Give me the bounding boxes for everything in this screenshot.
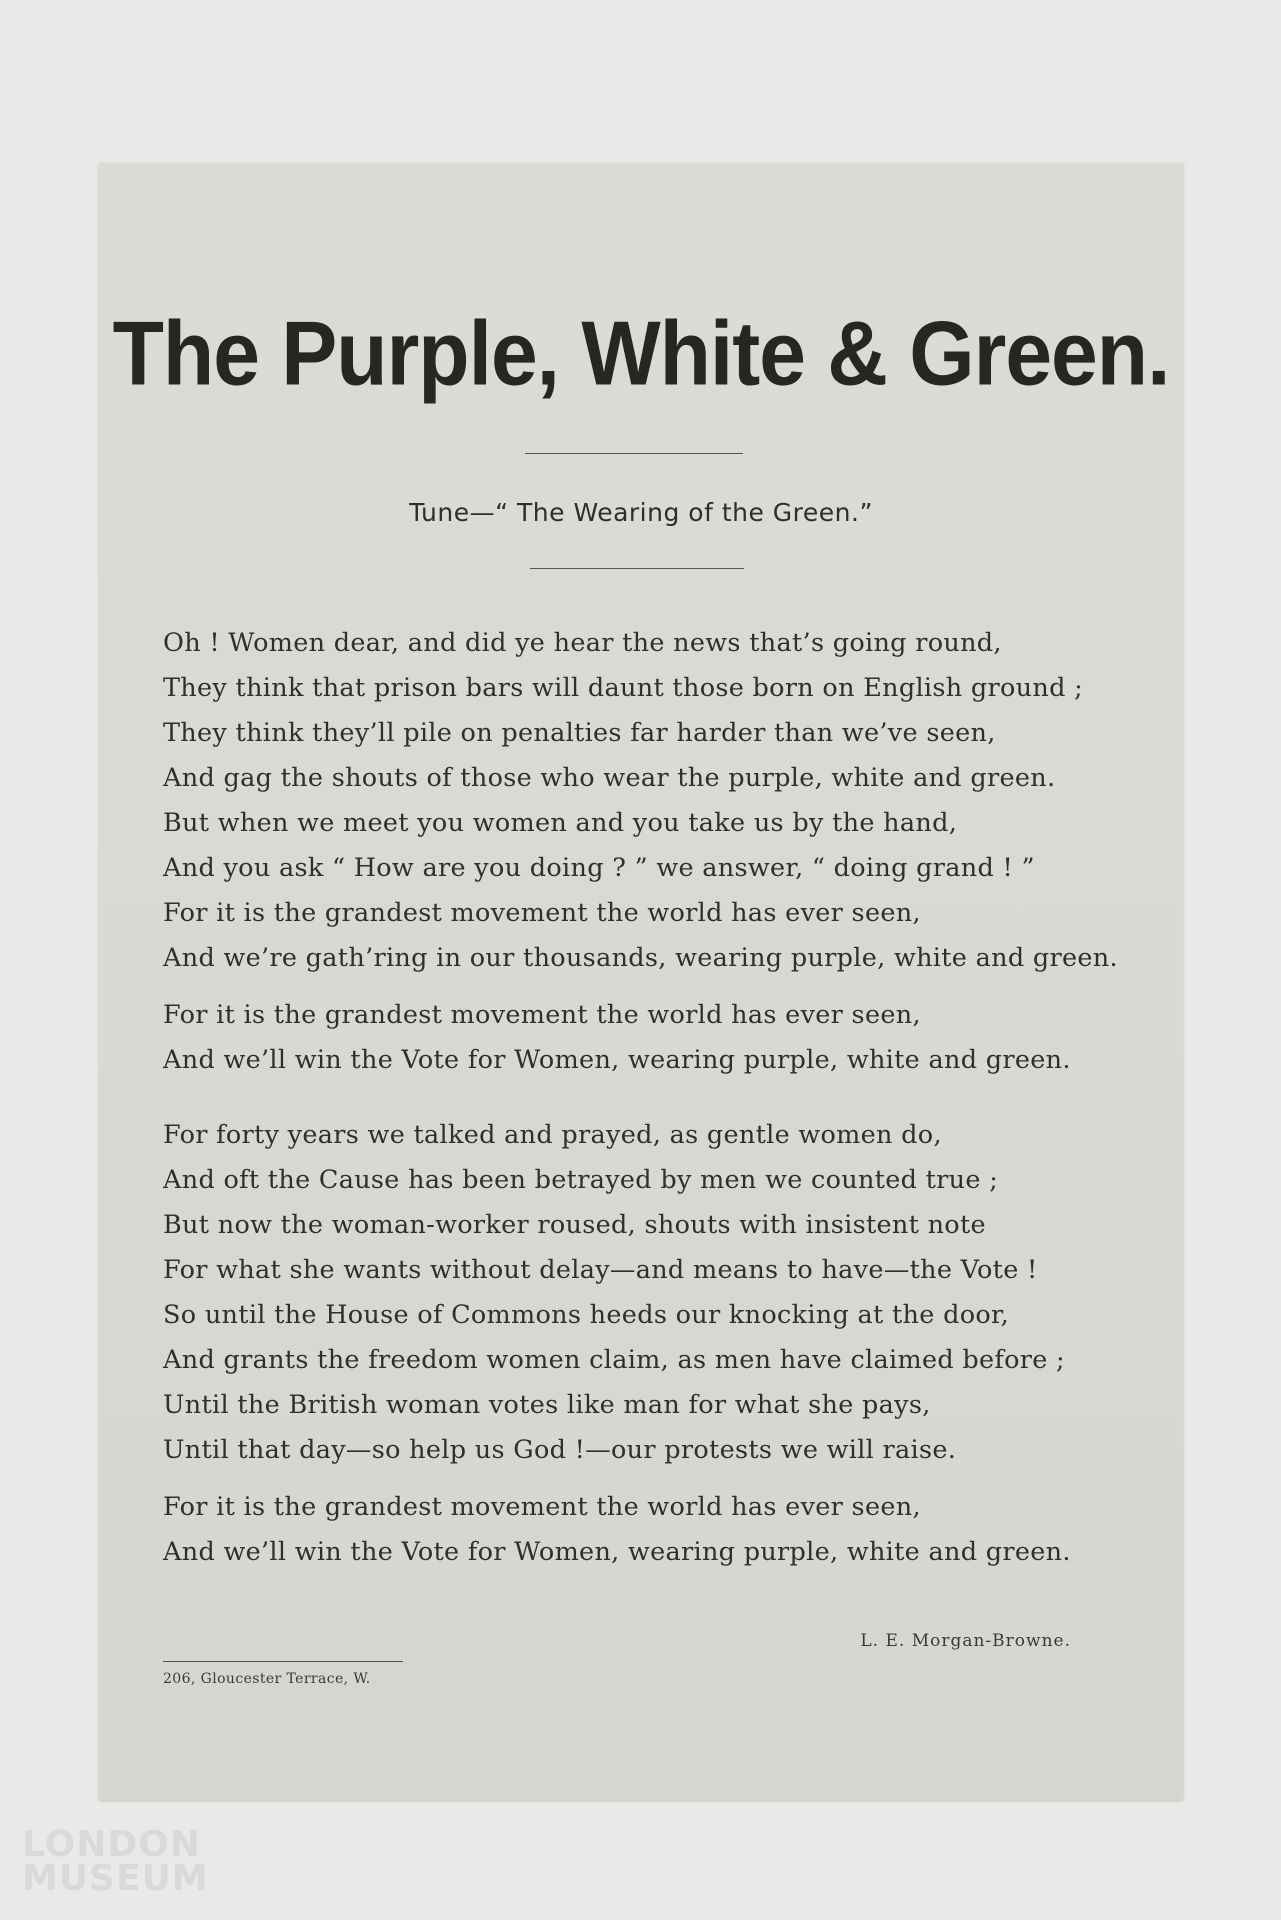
chorus-line: And we’ll win the Vote for Women, wearing purple, white and green. — [163, 1537, 1071, 1567]
leaflet-sheet — [99, 163, 1183, 1800]
tune-divider — [530, 568, 744, 569]
poem-text — [163, 621, 1123, 1575]
publisher-address: 206, Gloucester Terrace, W. — [163, 1671, 371, 1687]
poem-line: For it is the grandest movement the world has ever seen, — [163, 898, 921, 928]
poem-line: Until the British woman votes like man for what she pays, — [163, 1390, 931, 1420]
poem-line: And you ask “ How are you doing ? ” we answer, “ doing grand ! ” — [163, 853, 1035, 883]
poem-line: They think they’ll pile on penalties far harder than we’ve seen, — [163, 718, 996, 748]
title-divider — [525, 453, 743, 454]
tune-line: Tune—“ The Wearing of the Green.” — [409, 498, 873, 527]
author-signature: L. E. Morgan-Browne. — [860, 1631, 1071, 1651]
poem-line: And gag the shouts of those who wear the purple, white and green. — [163, 763, 1056, 793]
poem-line: For what she wants without delay—and means to have—the Vote ! — [163, 1255, 1038, 1285]
poem-line: So until the House of Commons heeds our knocking at the door, — [163, 1300, 1010, 1330]
chorus-line: And we’ll win the Vote for Women, wearing purple, white and green. — [163, 1045, 1071, 1075]
watermark-line: MUSEUM — [22, 1858, 209, 1899]
poem-line: They think that prison bars will daunt those born on English ground ; — [163, 673, 1084, 703]
poem-line: Oh ! Women dear, and did ye hear the news that’s going round, — [163, 628, 1002, 658]
poem-line: But now the woman-worker roused, shouts with insistent note — [163, 1210, 986, 1240]
poem-line: And oft the Cause has been betrayed by men we counted true ; — [163, 1165, 999, 1195]
chorus-line: For it is the grandest movement the world has ever seen, — [163, 1492, 921, 1522]
leaflet-title: The Purple, White & Green. — [112, 302, 1170, 404]
poem-line: And we’re gath’ring in our thousands, wearing purple, white and green. — [163, 943, 1118, 973]
poem-line: But when we meet you women and you take us by the hand, — [163, 808, 958, 838]
watermark-line: LONDON — [22, 1824, 202, 1865]
museum-watermark — [22, 1824, 209, 1899]
poem-line: And grants the freedom women claim, as men have claimed before ; — [163, 1345, 1065, 1375]
chorus-line: For it is the grandest movement the world has ever seen, — [163, 1000, 921, 1030]
poem-line: For forty years we talked and prayed, as gentle women do, — [163, 1120, 942, 1150]
address-divider — [163, 1661, 403, 1662]
poem-line: Until that day—so help us God !—our protests we will raise. — [163, 1435, 957, 1465]
